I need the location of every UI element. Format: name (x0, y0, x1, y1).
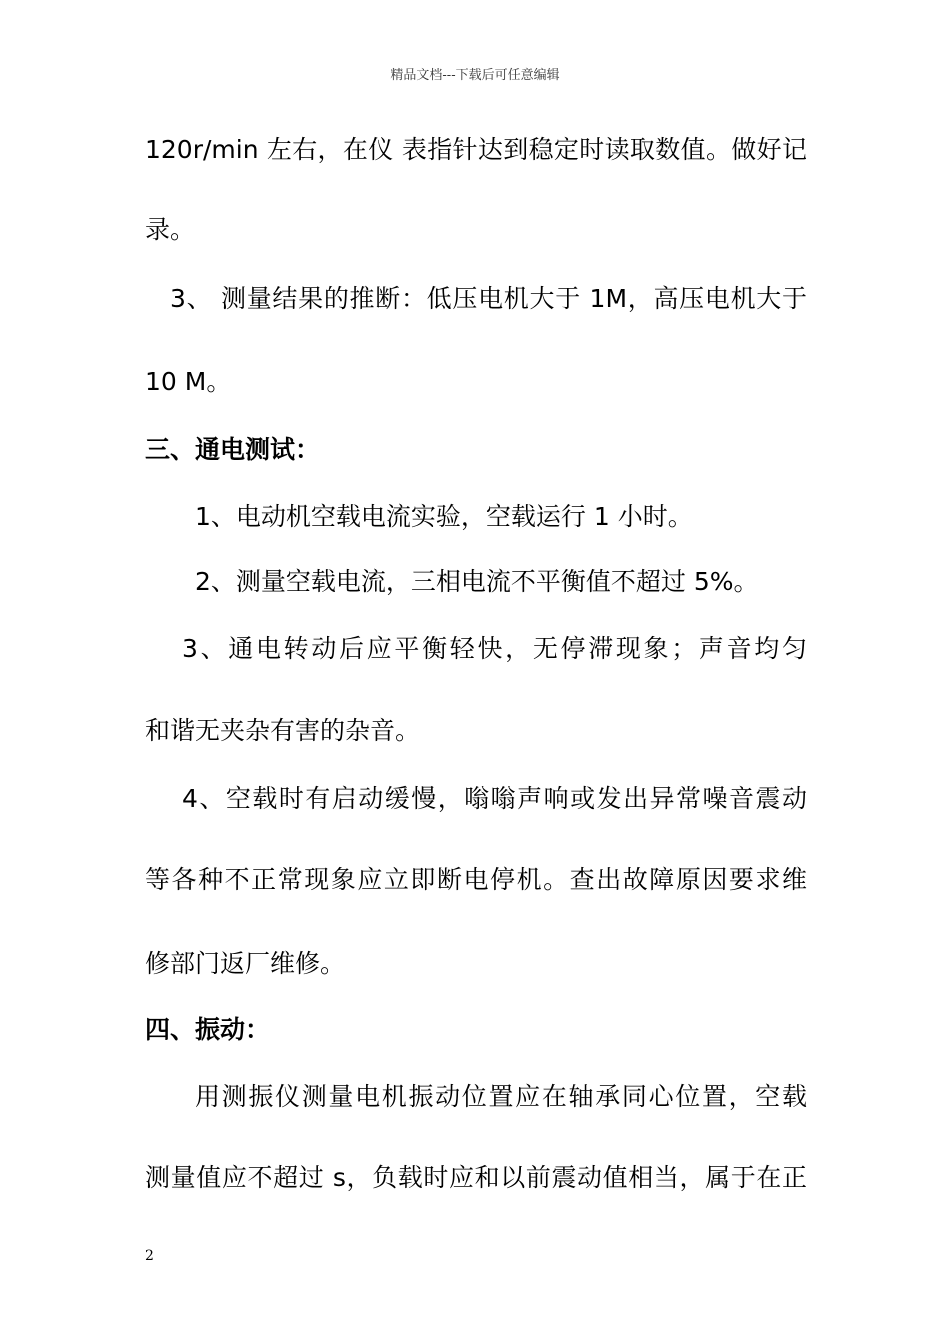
list-item-1: 1、电动机空载电流实验，空载运行 1 小时。 (195, 502, 693, 531)
body-line-2: 录。 (145, 215, 196, 244)
section-heading-power-test: 三、通电测试： (145, 435, 321, 464)
body-line-1: 120r/min 左右，在仪 表指针达到稳定时读取数值。做好记 (145, 135, 807, 164)
body-line-4: 10 M。 (145, 367, 232, 396)
list-item-2: 2、测量空载电流，三相电流不平衡值不超过 5%。 (195, 567, 759, 596)
list-item-3-line-1: 3、通电转动后应平衡轻快，无停滞现象；声音均匀 (182, 634, 807, 663)
list-item-4-line-3: 修部门返厂维修。 (145, 949, 346, 978)
list-item-3-line-2: 和谐无夹杂有害的杂音。 (145, 716, 421, 745)
page-number: 2 (145, 1248, 154, 1264)
body-line-3: 3、 测量结果的推断：低压电机大于 1M，高压电机大于 (170, 284, 807, 313)
list-item-4-line-2: 等各种不正常现象应立即断电停机。查出故障原因要求维 (145, 865, 807, 894)
page-header: 精品文档---下载后可任意编辑 (390, 68, 560, 83)
list-item-4-line-1: 4、空载时有启动缓慢，嗡嗡声响或发出异常噪音震动 (182, 784, 807, 813)
section-heading-vibration: 四、振动： (145, 1015, 271, 1044)
paragraph-line-1: 用测振仪测量电机振动位置应在轴承同心位置，空载 (195, 1082, 807, 1111)
paragraph-line-2: 测量值应不超过 s，负载时应和以前震动值相当，属于在正 (145, 1163, 807, 1192)
